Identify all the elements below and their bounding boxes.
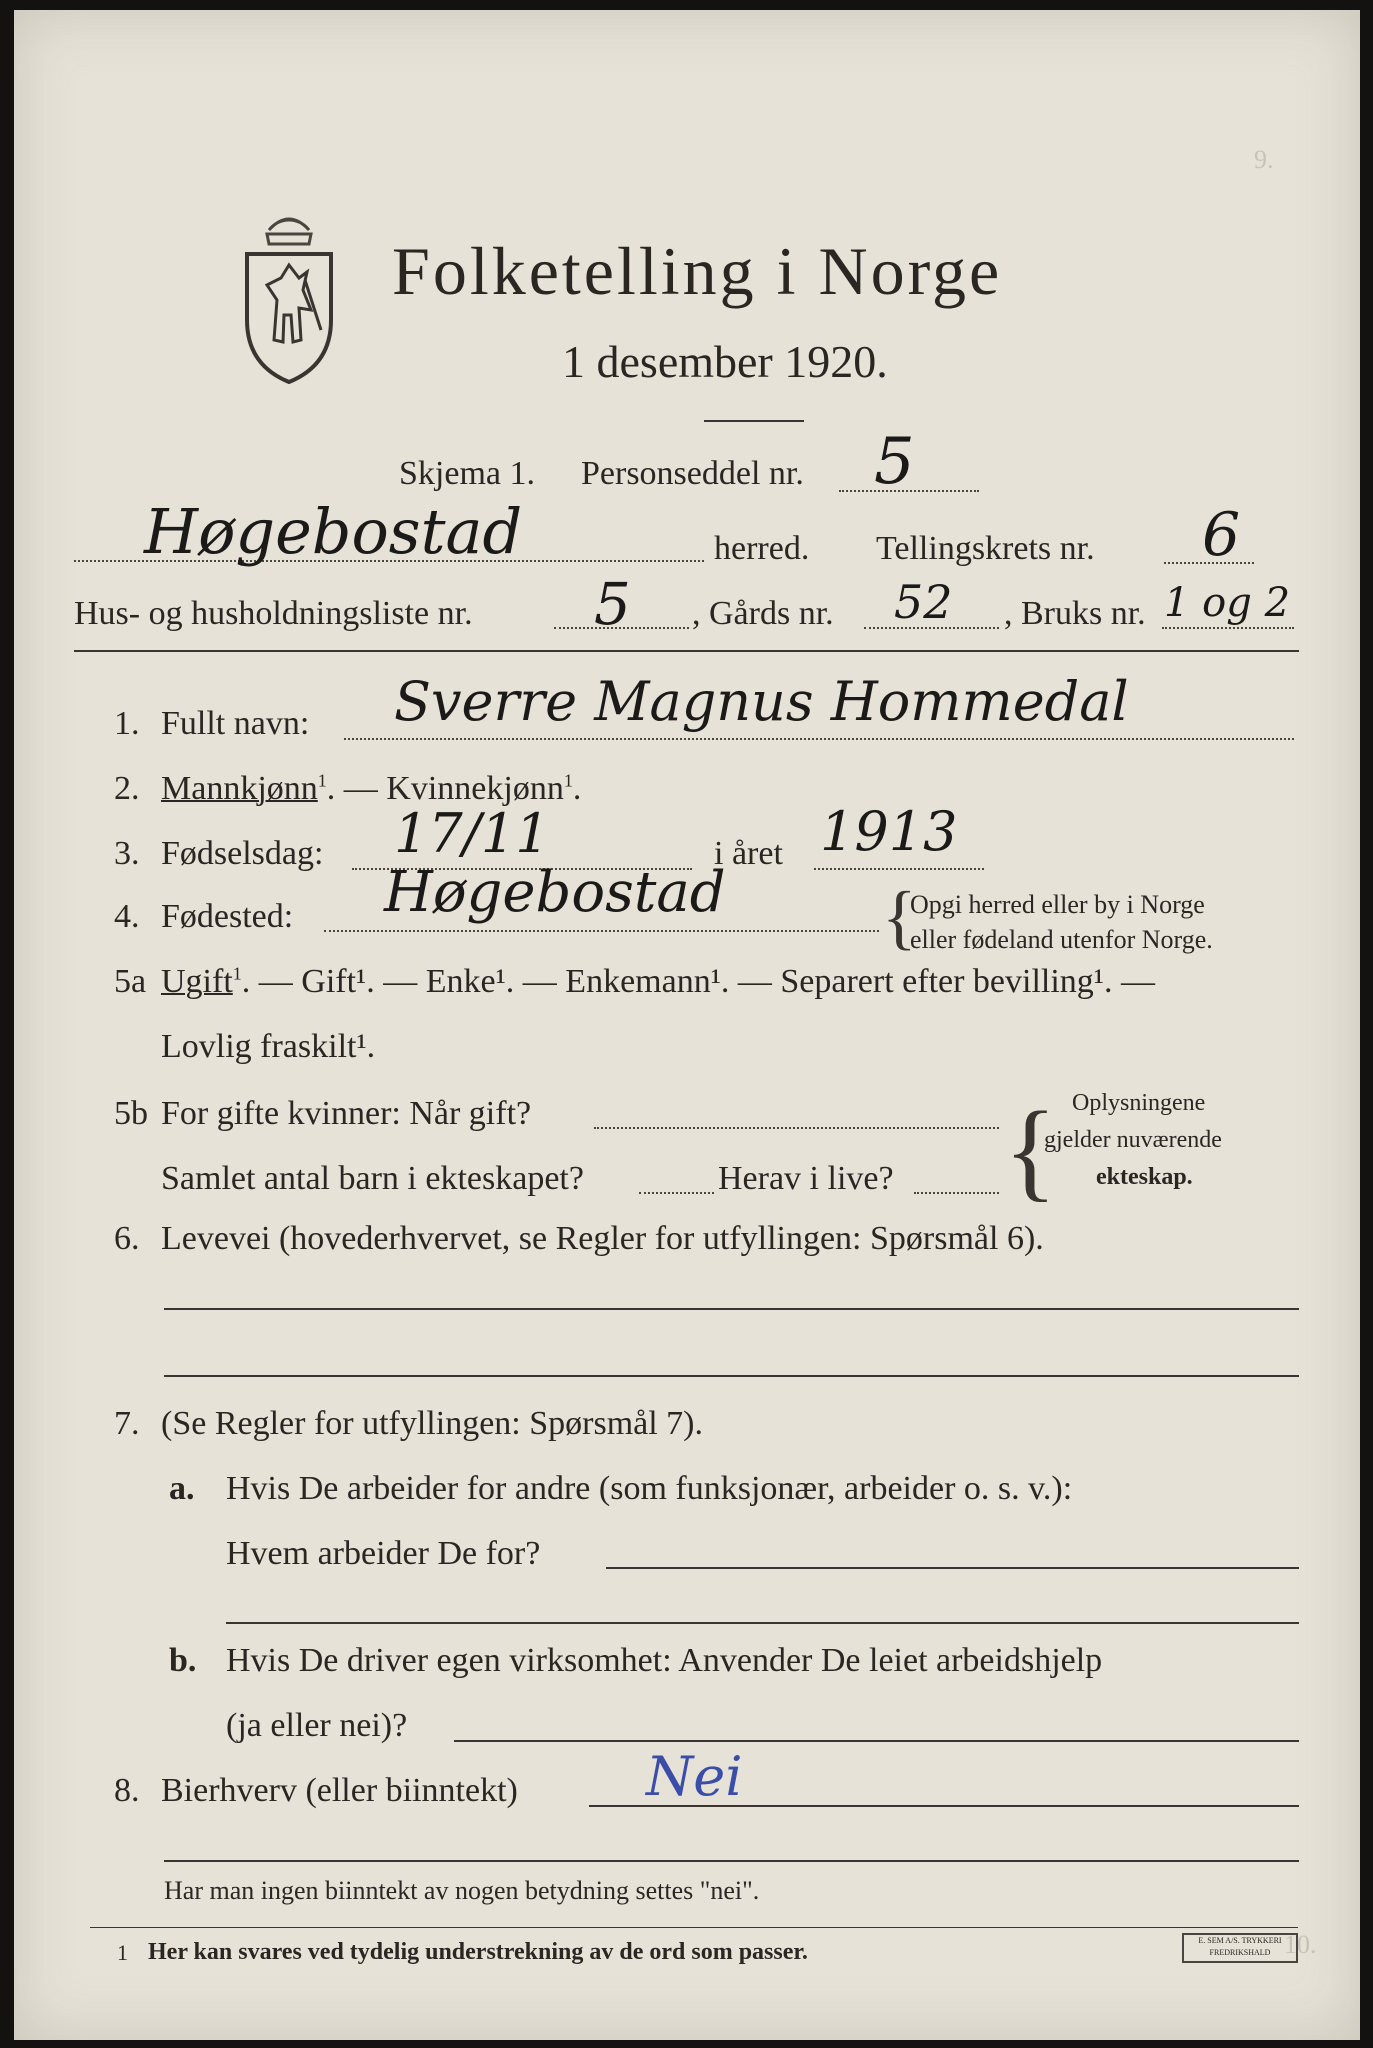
birthdate-value: 17/11 <box>394 802 550 865</box>
q3-label: Fødselsdag: <box>161 835 324 872</box>
q4-label: Fødested: <box>161 898 294 935</box>
printer-stamp: E. SEM A/S. TRYKKERI FREDRIKSHALD <box>1182 1933 1298 1963</box>
birthyear-label: i året <box>714 835 783 872</box>
q3-number: 3. <box>114 835 140 872</box>
birthplace-value: Høgebostad <box>384 860 726 925</box>
q2-number: 2. <box>114 770 140 807</box>
side-income-line-2 <box>164 1860 1299 1862</box>
footnote-text: Her kan svares ved tydelig understrekning av de ord som passer. <box>148 1939 808 1965</box>
q6-number: 6. <box>114 1220 140 1257</box>
census-form-sheet <box>14 10 1360 2040</box>
q5b-label-children: Samlet antal barn i ekteskapet? <box>161 1160 584 1197</box>
personseddel-label: Personseddel nr. <box>581 455 804 492</box>
full-name-value: Sverre Magnus Hommedal <box>394 670 1129 733</box>
q7a-letter: a. <box>169 1470 195 1507</box>
tellingskrets-label: Tellingskrets nr. <box>876 530 1095 567</box>
divider <box>74 650 1299 652</box>
q7-number: 7. <box>114 1405 140 1442</box>
occupation-line-1 <box>164 1308 1299 1310</box>
q7a-text2: Hvem arbeider De for? <box>226 1535 541 1572</box>
bruks-label: , Bruks nr. <box>1004 595 1146 632</box>
ugift-option: Ugift <box>161 963 233 1000</box>
herred-label: herred. <box>714 530 810 567</box>
note-text: Har man ingen biinntekt av nogen betydning settes "nei". <box>164 1876 760 1905</box>
bruks-field <box>1162 627 1294 629</box>
marriage-note-1: Oplysningene <box>1072 1090 1206 1116</box>
hired-help-field <box>454 1740 1299 1742</box>
birthplace-field <box>324 930 879 932</box>
sex-options: Mannkjønn$^1$. — Kvinnekjønn$^1$. <box>161 770 582 807</box>
married-when-field <box>594 1127 999 1129</box>
q1-label: Fullt navn: <box>161 705 310 742</box>
divider <box>90 1927 1298 1928</box>
q5b-number: 5b <box>114 1095 148 1132</box>
divider <box>704 420 804 422</box>
q7b-text2: (ja eller nei)? <box>226 1707 408 1744</box>
schema-label: Skjema 1. <box>399 455 535 492</box>
employer-field <box>606 1567 1299 1569</box>
herred-value: Høgebostad <box>144 495 523 568</box>
q6-label: Levevei (hovederhvervet, se Regler for utfyllingen: Spørsmål 6). <box>161 1220 1044 1257</box>
marriage-note-3: ekteskap. <box>1096 1164 1193 1190</box>
hus-label: Hus- og husholdningsliste nr. <box>74 595 473 632</box>
brace: { <box>882 877 917 957</box>
footnote-mark: 1 <box>117 1940 128 1965</box>
q8-number: 8. <box>114 1772 140 1809</box>
gards-value: 52 <box>894 575 953 629</box>
census-date: 1 desember 1920. <box>562 336 888 387</box>
female-option: Kvinnekjønn <box>386 770 564 807</box>
q7a-text: Hvis De arbeider for andre (som funksjonær, arbeider o. s. v.): <box>226 1470 1073 1507</box>
children-field <box>639 1192 714 1194</box>
occupation-line-2 <box>164 1375 1299 1377</box>
norwegian-coat-of-arms-icon <box>229 190 349 390</box>
side-income-value: Nei <box>646 1745 743 1808</box>
marital-status-options: Ugift$^1$. — Gift¹. — Enke¹. — Enkemann¹. — Separert efter bevilling¹. — <box>161 963 1155 1000</box>
tellingskrets-value: 6 <box>1202 500 1241 570</box>
full-name-field <box>344 738 1294 740</box>
brace: { <box>1004 1089 1057 1211</box>
q7b-letter: b. <box>169 1642 197 1679</box>
q4-number: 4. <box>114 898 140 935</box>
birthyear-field <box>814 868 984 870</box>
alive-field <box>914 1192 999 1194</box>
personseddel-value: 5 <box>874 425 915 499</box>
bruks-value: 1 og 2 <box>1164 580 1291 626</box>
q7b-text: Hvis De driver egen virksomhet: Anvender De leiet arbeidshjelp <box>226 1642 1103 1679</box>
marriage-note-2: gjelder nuværende <box>1044 1127 1222 1153</box>
marital-status-line2: Lovlig fraskilt¹. <box>161 1028 376 1065</box>
gards-label: , Gårds nr. <box>692 595 834 632</box>
hus-value: 5 <box>594 570 631 638</box>
q8-label: Bierhverv (eller biinntekt) <box>161 1772 518 1809</box>
birthyear-value: 1913 <box>820 800 958 863</box>
male-option: Mannkjønn <box>161 770 318 807</box>
bleed-through-text: 9. <box>1254 145 1274 174</box>
q5b-label-married: For gifte kvinner: Når gift? <box>161 1095 532 1132</box>
birthplace-note-1: Opgi herred eller by i Norge <box>910 890 1205 919</box>
q1-number: 1. <box>114 705 140 742</box>
birthplace-note-2: eller fødeland utenfor Norge. <box>910 925 1213 954</box>
bleed-through-text: 10. <box>1284 1930 1317 1959</box>
employer-line-2 <box>226 1622 1299 1624</box>
q5b-label-alive: Herav i live? <box>718 1160 894 1197</box>
q5a-number: 5a <box>114 963 147 1000</box>
q7-label: (Se Regler for utfyllingen: Spørsmål 7). <box>161 1405 704 1442</box>
page-title: Folketelling i Norge <box>392 233 1003 309</box>
